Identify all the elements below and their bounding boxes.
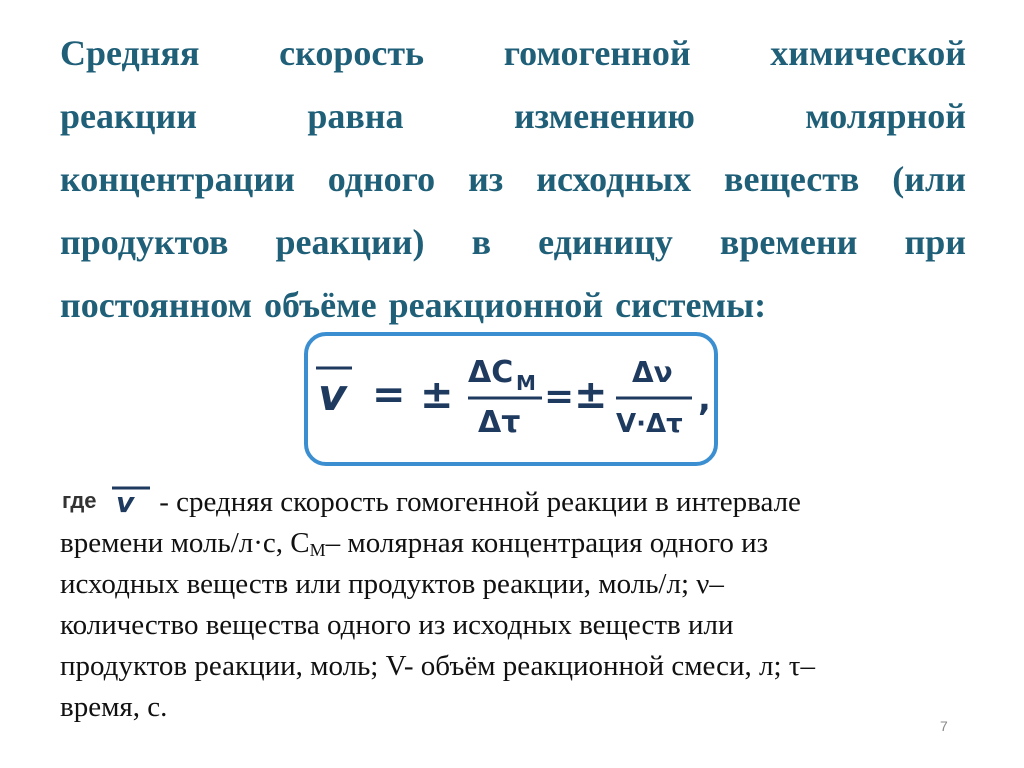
heading-word: реакции): [275, 222, 425, 262]
heading-word: одного: [327, 159, 436, 199]
rate-formula-box: [304, 332, 718, 466]
heading-word: гомогенной: [503, 33, 691, 73]
legend-line-6: время, с.: [60, 691, 168, 723]
heading-word: из: [468, 159, 504, 199]
trailing-comma: ,: [698, 379, 711, 419]
heading-word: при: [904, 222, 966, 262]
heading-word: реакции: [60, 96, 197, 136]
heading-word: химической: [770, 33, 966, 73]
page-number: 7: [940, 718, 948, 734]
heading-word: в: [471, 222, 492, 262]
numerator-1-subscript: M: [516, 371, 536, 395]
heading-line-1: [60, 22, 966, 85]
heading-word: (или: [892, 159, 966, 199]
heading-word: равна: [307, 96, 404, 136]
legend-text: времени моль/л·с, С: [60, 527, 310, 559]
rate-symbol: v: [318, 370, 347, 421]
heading-word: объёме: [264, 285, 377, 325]
denominator-2: V·Δτ: [616, 409, 683, 439]
heading-word: системы:: [615, 285, 767, 325]
heading-word: продуктов: [60, 222, 229, 262]
heading-word: скорость: [279, 33, 425, 73]
rate-symbol-small: v: [116, 486, 135, 519]
where-symbol-graphic: [60, 482, 152, 523]
heading-word: реакционной: [388, 285, 604, 325]
heading-word: исходных: [536, 159, 692, 199]
heading-word: постоянном: [60, 285, 253, 325]
legend-subscript: М: [309, 540, 326, 560]
plus-minus-sign: ±: [420, 372, 454, 418]
legend-line-2: [60, 523, 960, 564]
heading-line-2: [60, 85, 966, 148]
numerator-1: ΔC: [468, 355, 514, 390]
heading-word: Средняя: [60, 33, 200, 73]
heading-line-3: [60, 148, 966, 211]
heading-word: молярной: [805, 96, 966, 136]
heading-word: времени: [719, 222, 858, 262]
legend-text: – молярная концентрация одного из: [325, 527, 769, 559]
heading-line-5: [60, 274, 966, 337]
where-word: где: [62, 488, 97, 513]
definition-heading: [60, 22, 966, 337]
plus-minus-sign-2: ±: [574, 372, 608, 418]
legend-line-3: исходных веществ или продуктов реакции, моль/л; ν–: [60, 568, 724, 600]
equals-sign-2: =: [544, 376, 575, 417]
legend-text: - средняя скорость гомогенной реакции в интервале: [152, 486, 801, 518]
heading-word: изменению: [513, 96, 695, 136]
symbol-legend: [60, 482, 960, 728]
numerator-2: Δν: [632, 356, 673, 389]
heading-word: концентрации: [60, 159, 295, 199]
legend-line-4: количество вещества одного из исходных веществ или: [60, 609, 734, 641]
rate-formula: [308, 336, 714, 462]
legend-line-5: продуктов реакции, моль; V- объём реакционной смеси, л; τ–: [60, 650, 815, 682]
heading-word: единицу: [538, 222, 673, 262]
heading-line-4: [60, 211, 966, 274]
heading-word: веществ: [724, 159, 860, 199]
legend-line-1: [60, 482, 960, 523]
equals-sign: =: [372, 372, 406, 418]
where-prefix: [60, 482, 152, 523]
denominator-1: Δτ: [478, 405, 521, 440]
